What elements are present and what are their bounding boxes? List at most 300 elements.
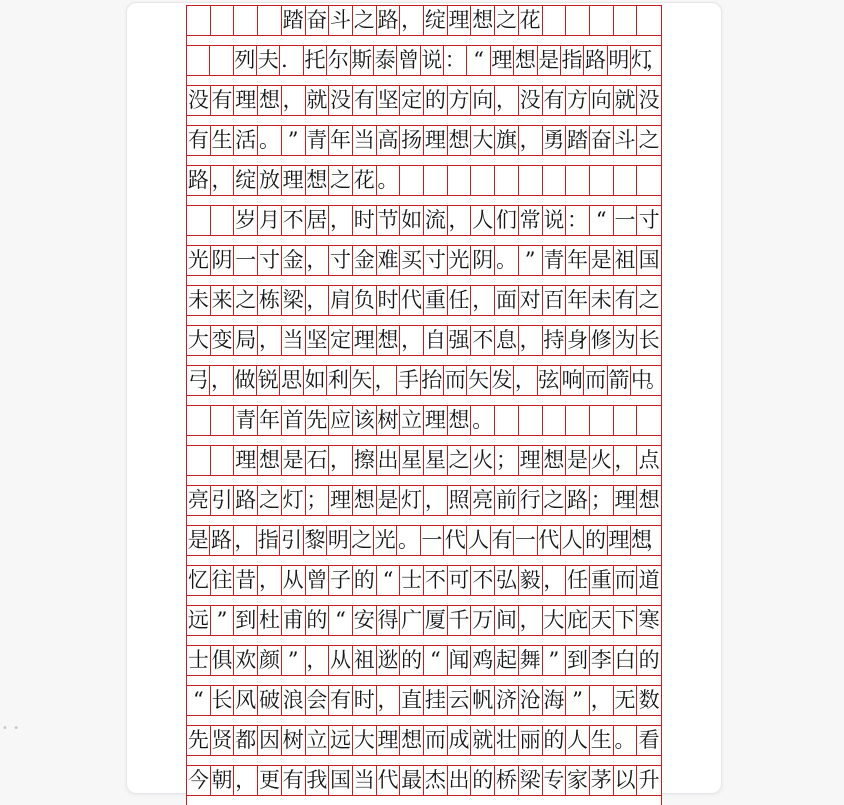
grid-cell: 士 bbox=[400, 566, 424, 595]
grid-cell: 自 bbox=[424, 326, 448, 355]
grid-cell: 寸 bbox=[329, 246, 353, 275]
grid-cell: 会 bbox=[306, 686, 330, 715]
grid-cell: 没 bbox=[187, 86, 211, 115]
grid-cell: 寸 bbox=[424, 246, 448, 275]
grid-cell: 树 bbox=[282, 726, 306, 755]
grid-cell: 安 bbox=[353, 606, 377, 635]
grid-cell: 鸡 bbox=[471, 646, 495, 675]
grid-cell: ： bbox=[444, 46, 467, 75]
grid-cell bbox=[637, 166, 661, 195]
grid-cell: 利 bbox=[327, 366, 350, 395]
grid-cell: 栋 bbox=[258, 286, 282, 315]
grid-cell bbox=[211, 6, 235, 35]
grid-cell: 间 bbox=[495, 606, 519, 635]
grid-cell: 夫 bbox=[257, 46, 280, 75]
grid-cell: ， bbox=[448, 206, 472, 235]
grid-cell: 行 bbox=[519, 486, 543, 515]
grid-cell: 擦 bbox=[353, 446, 377, 475]
grid-cell: 当 bbox=[282, 326, 306, 355]
grid-cell: 高 bbox=[377, 126, 401, 155]
grid-cell: 梁 bbox=[519, 766, 543, 795]
grid-cell: 之 bbox=[543, 486, 567, 515]
grid-cell: 先 bbox=[187, 726, 211, 755]
grid-cell: “ bbox=[187, 686, 211, 715]
grid-cell: 修 bbox=[590, 326, 614, 355]
grid-cell: 的 bbox=[584, 526, 607, 555]
grid-cell: 下 bbox=[614, 606, 638, 635]
grid-cell: ， bbox=[329, 446, 353, 475]
grid-cell: 勇 bbox=[543, 126, 567, 155]
grid-row bbox=[187, 485, 661, 516]
grid-cell: 年 bbox=[566, 246, 590, 275]
grid-cell: 未 bbox=[590, 286, 614, 315]
grid-cell: 金 bbox=[353, 246, 377, 275]
grid-cell: 思 bbox=[280, 366, 303, 395]
grid-cell: 手 bbox=[397, 366, 420, 395]
grid-cell: 理 bbox=[424, 406, 448, 435]
grid-cell: 桥 bbox=[495, 766, 519, 795]
grid-cell: 破 bbox=[258, 686, 282, 715]
grid-cell: 之 bbox=[258, 486, 282, 515]
grid-cell: 是 bbox=[590, 246, 614, 275]
grid-cell: 路 bbox=[187, 166, 211, 195]
grid-cell: 阴 bbox=[471, 246, 495, 275]
grid-cell: 火 bbox=[471, 446, 495, 475]
grid-cell: 为 bbox=[614, 326, 638, 355]
grid-cell: 星 bbox=[400, 446, 424, 475]
grid-cell: 树 bbox=[377, 406, 401, 435]
grid-cell: 说 bbox=[543, 206, 567, 235]
grid-cell: 的 bbox=[638, 648, 660, 672]
grid-cell: 而 bbox=[444, 366, 467, 395]
grid-cell: 看 bbox=[638, 728, 660, 752]
grid-cell: 因 bbox=[258, 726, 282, 755]
grid-cell: 指 bbox=[257, 526, 280, 555]
grid-cell: ， bbox=[400, 6, 424, 35]
grid-cell: 先 bbox=[306, 406, 330, 435]
grid-cell: “ bbox=[590, 206, 614, 235]
grid-cell: 青 bbox=[306, 126, 330, 155]
grid-cell: 一 bbox=[614, 206, 638, 235]
grid-cell: 方 bbox=[566, 86, 590, 115]
grid-cell bbox=[187, 446, 211, 475]
grid-cell: 想 bbox=[258, 446, 282, 475]
grid-cell bbox=[187, 406, 211, 435]
grid-cell: 是 bbox=[566, 446, 590, 475]
grid-cell: 起 bbox=[495, 646, 519, 675]
grid-cell: 流 bbox=[424, 206, 448, 235]
grid-cell: 万 bbox=[471, 606, 495, 635]
grid-cell: 有 bbox=[211, 86, 235, 115]
grid-cell: 青 bbox=[234, 406, 258, 435]
grid-cell: 更 bbox=[258, 766, 282, 795]
grid-cell: 坚 bbox=[306, 326, 330, 355]
grid-cell: 代 bbox=[377, 766, 401, 795]
grid-cell: 到 bbox=[234, 606, 258, 635]
grid-cell: 想 bbox=[471, 6, 495, 35]
grid-cell: 。 bbox=[614, 726, 638, 755]
grid-cell: 成 bbox=[448, 726, 472, 755]
grid-cell: 是 bbox=[377, 486, 401, 515]
grid-cell: ； bbox=[495, 446, 519, 475]
grid-cell: 有 bbox=[614, 286, 638, 315]
grid-cell: 时 bbox=[353, 206, 377, 235]
grid-cell: 从 bbox=[282, 566, 306, 595]
grid-cell: 光 bbox=[374, 526, 397, 555]
grid-cell: ， bbox=[495, 86, 519, 115]
grid-cell: 舞 bbox=[519, 646, 543, 675]
grid-cell bbox=[211, 206, 235, 235]
grid-cell: 的 bbox=[543, 726, 567, 755]
grid-cell: 放 bbox=[258, 166, 282, 195]
grid-cell: 济 bbox=[495, 686, 519, 715]
grid-cell: 亮 bbox=[471, 486, 495, 515]
grid-cell: 到 bbox=[566, 646, 590, 675]
grid-cell: 大 bbox=[353, 726, 377, 755]
grid-cell: 理 bbox=[234, 86, 258, 115]
grid-cell bbox=[258, 6, 282, 35]
grid-cell: 锐 bbox=[257, 366, 280, 395]
grid-cell: 颜 bbox=[258, 646, 282, 675]
grid-cell: 有 bbox=[543, 86, 567, 115]
grid-cell: 大 bbox=[471, 126, 495, 155]
grid-cell: 变 bbox=[211, 326, 235, 355]
grid-cell: ； bbox=[306, 486, 330, 515]
grid-cell: 从 bbox=[329, 646, 353, 675]
grid-cell: 引 bbox=[280, 526, 303, 555]
grid-row bbox=[187, 125, 661, 156]
grid-cell: 重 bbox=[590, 566, 614, 595]
side-dots: • • bbox=[2, 723, 20, 734]
grid-cell: 明 bbox=[608, 46, 631, 75]
grid-cell: 来 bbox=[211, 286, 235, 315]
grid-cell bbox=[590, 6, 614, 35]
grid-cell: 局 bbox=[234, 326, 258, 355]
grid-cell: 寸 bbox=[258, 246, 282, 275]
grid-cell: 定 bbox=[329, 326, 353, 355]
grid-cell: 想 bbox=[543, 446, 567, 475]
grid-cell: 身 bbox=[566, 326, 590, 355]
grid-cell bbox=[471, 166, 495, 195]
grid-cell: 国 bbox=[638, 248, 660, 272]
grid-cell bbox=[543, 6, 567, 35]
grid-cell: 闻 bbox=[448, 646, 472, 675]
manuscript-sheet bbox=[186, 5, 662, 805]
grid-cell: 说 bbox=[421, 46, 444, 75]
grid-cell: 家 bbox=[566, 766, 590, 795]
grid-cell: 代 bbox=[400, 286, 424, 315]
grid-cell: 绽 bbox=[424, 6, 448, 35]
grid-cell: 照 bbox=[448, 486, 472, 515]
grid-cell: 祖 bbox=[614, 246, 638, 275]
grid-cell: 泰 bbox=[374, 46, 397, 75]
grid-cell: 弦 bbox=[538, 366, 561, 395]
grid-cell: 旗 bbox=[495, 126, 519, 155]
grid-cell: 做 bbox=[234, 366, 257, 395]
grid-cell: 矢 bbox=[351, 366, 374, 395]
grid-cell: 逖 bbox=[377, 646, 401, 675]
grid-cell: 就 bbox=[614, 86, 638, 115]
grid-cell: 代 bbox=[444, 526, 467, 555]
grid-cell: 弓 bbox=[187, 366, 210, 395]
grid-cell: 青 bbox=[543, 246, 567, 275]
grid-cell: 之 bbox=[448, 446, 472, 475]
grid-row bbox=[187, 405, 661, 436]
grid-cell: 贤 bbox=[211, 726, 235, 755]
grid-cell: ” bbox=[282, 646, 306, 675]
grid-cell: 出 bbox=[377, 446, 401, 475]
grid-cell: 路 bbox=[234, 486, 258, 515]
grid-cell: 时 bbox=[377, 286, 401, 315]
grid-cell bbox=[614, 6, 638, 35]
grid-cell: 斗 bbox=[614, 126, 638, 155]
grid-cell: 常 bbox=[519, 206, 543, 235]
grid-cell: 光 bbox=[187, 246, 211, 275]
grid-cell: 一 bbox=[421, 526, 444, 555]
grid-cell bbox=[614, 406, 638, 435]
grid-cell: 当 bbox=[353, 766, 377, 795]
grid-cell bbox=[187, 6, 211, 35]
grid-cell: 前 bbox=[495, 486, 519, 515]
grid-cell: 路 bbox=[566, 486, 590, 515]
grid-cell: 理 bbox=[353, 326, 377, 355]
grid-cell: 不 bbox=[424, 566, 448, 595]
grid-cell: 昔 bbox=[234, 566, 258, 595]
grid-cell: 。 bbox=[495, 246, 519, 275]
grid-cell bbox=[519, 166, 543, 195]
grid-cell: ， bbox=[306, 246, 330, 275]
grid-cell: 首 bbox=[282, 406, 306, 435]
grid-cell: ， bbox=[590, 686, 614, 715]
grid-cell: 年 bbox=[329, 126, 353, 155]
grid-cell: 的 bbox=[306, 606, 330, 635]
grid-cell: 。 bbox=[377, 166, 401, 195]
grid-cell: 年 bbox=[566, 286, 590, 315]
grid-cell: 立 bbox=[400, 406, 424, 435]
grid-cell: 之 bbox=[495, 6, 519, 35]
grid-cell: 。 bbox=[258, 126, 282, 155]
grid-cell: 厦 bbox=[424, 606, 448, 635]
grid-row bbox=[187, 645, 661, 676]
grid-cell: 金 bbox=[282, 246, 306, 275]
grid-cell: 方 bbox=[448, 86, 472, 115]
grid-cell: 中。 bbox=[631, 368, 661, 392]
grid-row bbox=[187, 5, 661, 36]
grid-cell bbox=[211, 446, 235, 475]
grid-cell: 们 bbox=[495, 206, 519, 235]
grid-cell: 向 bbox=[590, 86, 614, 115]
grid-cell: 任 bbox=[566, 566, 590, 595]
grid-cell: 有 bbox=[353, 86, 377, 115]
grid-cell: 奋 bbox=[306, 6, 330, 35]
grid-cell: ” bbox=[566, 686, 590, 715]
grid-cell: 的 bbox=[353, 566, 377, 595]
grid-cell: 理 bbox=[614, 486, 638, 515]
grid-cell bbox=[566, 406, 590, 435]
grid-cell: 想 bbox=[353, 486, 377, 515]
grid-cell: 立 bbox=[306, 726, 330, 755]
grid-row bbox=[187, 365, 661, 396]
grid-cell: ， bbox=[400, 326, 424, 355]
grid-cell: 就 bbox=[306, 86, 330, 115]
grid-cell: “ bbox=[424, 646, 448, 675]
grid-cell: ， bbox=[424, 486, 448, 515]
grid-cell: 如 bbox=[400, 206, 424, 235]
grid-cell: 杜 bbox=[258, 606, 282, 635]
grid-cell: 之 bbox=[329, 166, 353, 195]
grid-cell: 阴 bbox=[211, 246, 235, 275]
grid-cell: 之 bbox=[638, 128, 660, 152]
grid-cell: 没 bbox=[638, 88, 660, 112]
grid-cell: 理 bbox=[608, 526, 631, 555]
grid-cell bbox=[234, 6, 258, 35]
grid-cell: “ bbox=[467, 46, 490, 75]
grid-row bbox=[187, 565, 661, 596]
grid-cell: 专 bbox=[543, 766, 567, 795]
grid-cell: 面 bbox=[495, 286, 519, 315]
grid-cell: 活 bbox=[234, 126, 258, 155]
grid-cell: 肩 bbox=[329, 286, 353, 315]
grid-row bbox=[187, 685, 661, 716]
grid-cell: 人 bbox=[561, 526, 584, 555]
grid-cell bbox=[448, 166, 472, 195]
grid-cell: 想 bbox=[448, 126, 472, 155]
grid-cell: 有 bbox=[491, 526, 514, 555]
grid-cell: ， bbox=[210, 366, 233, 395]
grid-cell bbox=[400, 166, 424, 195]
grid-cell: 数 bbox=[638, 688, 660, 712]
grid-cell: 士 bbox=[187, 646, 211, 675]
grid-cell: 时 bbox=[353, 686, 377, 715]
grid-cell: 。 bbox=[471, 406, 495, 435]
grid-cell bbox=[210, 46, 233, 75]
grid-cell: 想 bbox=[306, 166, 330, 195]
grid-cell: 不 bbox=[471, 566, 495, 595]
grid-cell: 想 bbox=[377, 326, 401, 355]
grid-cell: 朝 bbox=[211, 766, 235, 795]
grid-cell: 岁 bbox=[234, 206, 258, 235]
grid-cell: 杰 bbox=[424, 766, 448, 795]
grid-cell: 买 bbox=[400, 246, 424, 275]
grid-cell: 李 bbox=[590, 646, 614, 675]
grid-cell bbox=[495, 406, 519, 435]
grid-cell: 石 bbox=[306, 446, 330, 475]
grid-cell: ， bbox=[258, 326, 282, 355]
grid-cell: 可 bbox=[448, 566, 472, 595]
grid-cell: 绽 bbox=[234, 166, 258, 195]
grid-cell: 白 bbox=[614, 646, 638, 675]
grid-cell: 发 bbox=[491, 366, 514, 395]
grid-cell: 息 bbox=[495, 326, 519, 355]
grid-cell: 浪 bbox=[282, 686, 306, 715]
grid-cell: ， bbox=[471, 286, 495, 315]
grid-cell: 。 bbox=[397, 526, 420, 555]
grid-cell: 想 bbox=[514, 46, 537, 75]
grid-cell bbox=[543, 166, 567, 195]
grid-cell: 难 bbox=[377, 246, 401, 275]
grid-cell: ， bbox=[377, 686, 401, 715]
grid-cell: 人 bbox=[566, 726, 590, 755]
grid-cell bbox=[566, 166, 590, 195]
grid-cell: 长 bbox=[638, 328, 660, 352]
grid-cell: 想 bbox=[400, 726, 424, 755]
grid-cell: 花 bbox=[353, 166, 377, 195]
grid-cell: 国 bbox=[329, 766, 353, 795]
grid-cell: ” bbox=[519, 246, 543, 275]
grid-cell: 未 bbox=[187, 286, 211, 315]
grid-cell: 沧 bbox=[519, 686, 543, 715]
grid-cell: 百 bbox=[543, 286, 567, 315]
grid-cell: 寸 bbox=[638, 208, 660, 232]
grid-cell: 欢 bbox=[234, 646, 258, 675]
grid-cell: ” bbox=[282, 126, 306, 155]
grid-cell: 就 bbox=[471, 726, 495, 755]
grid-row bbox=[187, 245, 661, 276]
grid-cell: ， bbox=[306, 646, 330, 675]
grid-cell: 列 bbox=[234, 46, 257, 75]
grid-cell: 而 bbox=[614, 566, 638, 595]
grid-cell bbox=[637, 406, 661, 435]
grid-cell: 俱 bbox=[211, 646, 235, 675]
grid-cell: 定 bbox=[400, 86, 424, 115]
grid-row bbox=[187, 205, 661, 236]
grid-cell: 今 bbox=[187, 766, 211, 795]
grid-cell: 持 bbox=[543, 326, 567, 355]
grid-cell: 毅 bbox=[519, 566, 543, 595]
grid-cell bbox=[543, 406, 567, 435]
grid-cell bbox=[495, 166, 519, 195]
grid-cell: 路 bbox=[377, 6, 401, 35]
grid-cell: 都 bbox=[234, 726, 258, 755]
grid-cell: 斗 bbox=[329, 6, 353, 35]
grid-row bbox=[187, 85, 661, 116]
grid-cell bbox=[590, 406, 614, 435]
grid-cell: 弘 bbox=[495, 566, 519, 595]
grid-row bbox=[187, 325, 661, 356]
grid-cell: 一 bbox=[514, 526, 537, 555]
grid-cell: 得 bbox=[377, 606, 401, 635]
grid-cell: 理 bbox=[491, 46, 514, 75]
grid-cell: 踏 bbox=[282, 6, 306, 35]
grid-cell: ， bbox=[519, 326, 543, 355]
grid-cell: 对 bbox=[519, 286, 543, 315]
grid-cell: 星 bbox=[424, 446, 448, 475]
grid-cell bbox=[614, 166, 638, 195]
grid-cell: 人 bbox=[471, 206, 495, 235]
grid-cell: 花 bbox=[519, 6, 543, 35]
grid-cell: ， bbox=[282, 86, 306, 115]
grid-cell: 理 bbox=[329, 486, 353, 515]
grid-cell: 的 bbox=[400, 646, 424, 675]
grid-cell: ： bbox=[566, 206, 590, 235]
grid-cell: 强 bbox=[448, 326, 472, 355]
grid-cell: 无 bbox=[614, 686, 638, 715]
grid-cell: 是 bbox=[187, 526, 210, 555]
grid-cell: 向 bbox=[471, 86, 495, 115]
grid-cell: 路 bbox=[584, 46, 607, 75]
grid-cell: 风 bbox=[234, 686, 258, 715]
grid-cell: 之 bbox=[351, 526, 374, 555]
grid-cell: ” bbox=[543, 646, 567, 675]
grid-cell: 有 bbox=[329, 686, 353, 715]
grid-cell: 有 bbox=[282, 766, 306, 795]
grid-row bbox=[187, 45, 661, 76]
grid-cell: 任 bbox=[448, 286, 472, 315]
grid-cell bbox=[424, 166, 448, 195]
grid-cell: 尔 bbox=[327, 46, 350, 75]
grid-cell: 斯 bbox=[351, 46, 374, 75]
grid-cell: 没 bbox=[329, 86, 353, 115]
